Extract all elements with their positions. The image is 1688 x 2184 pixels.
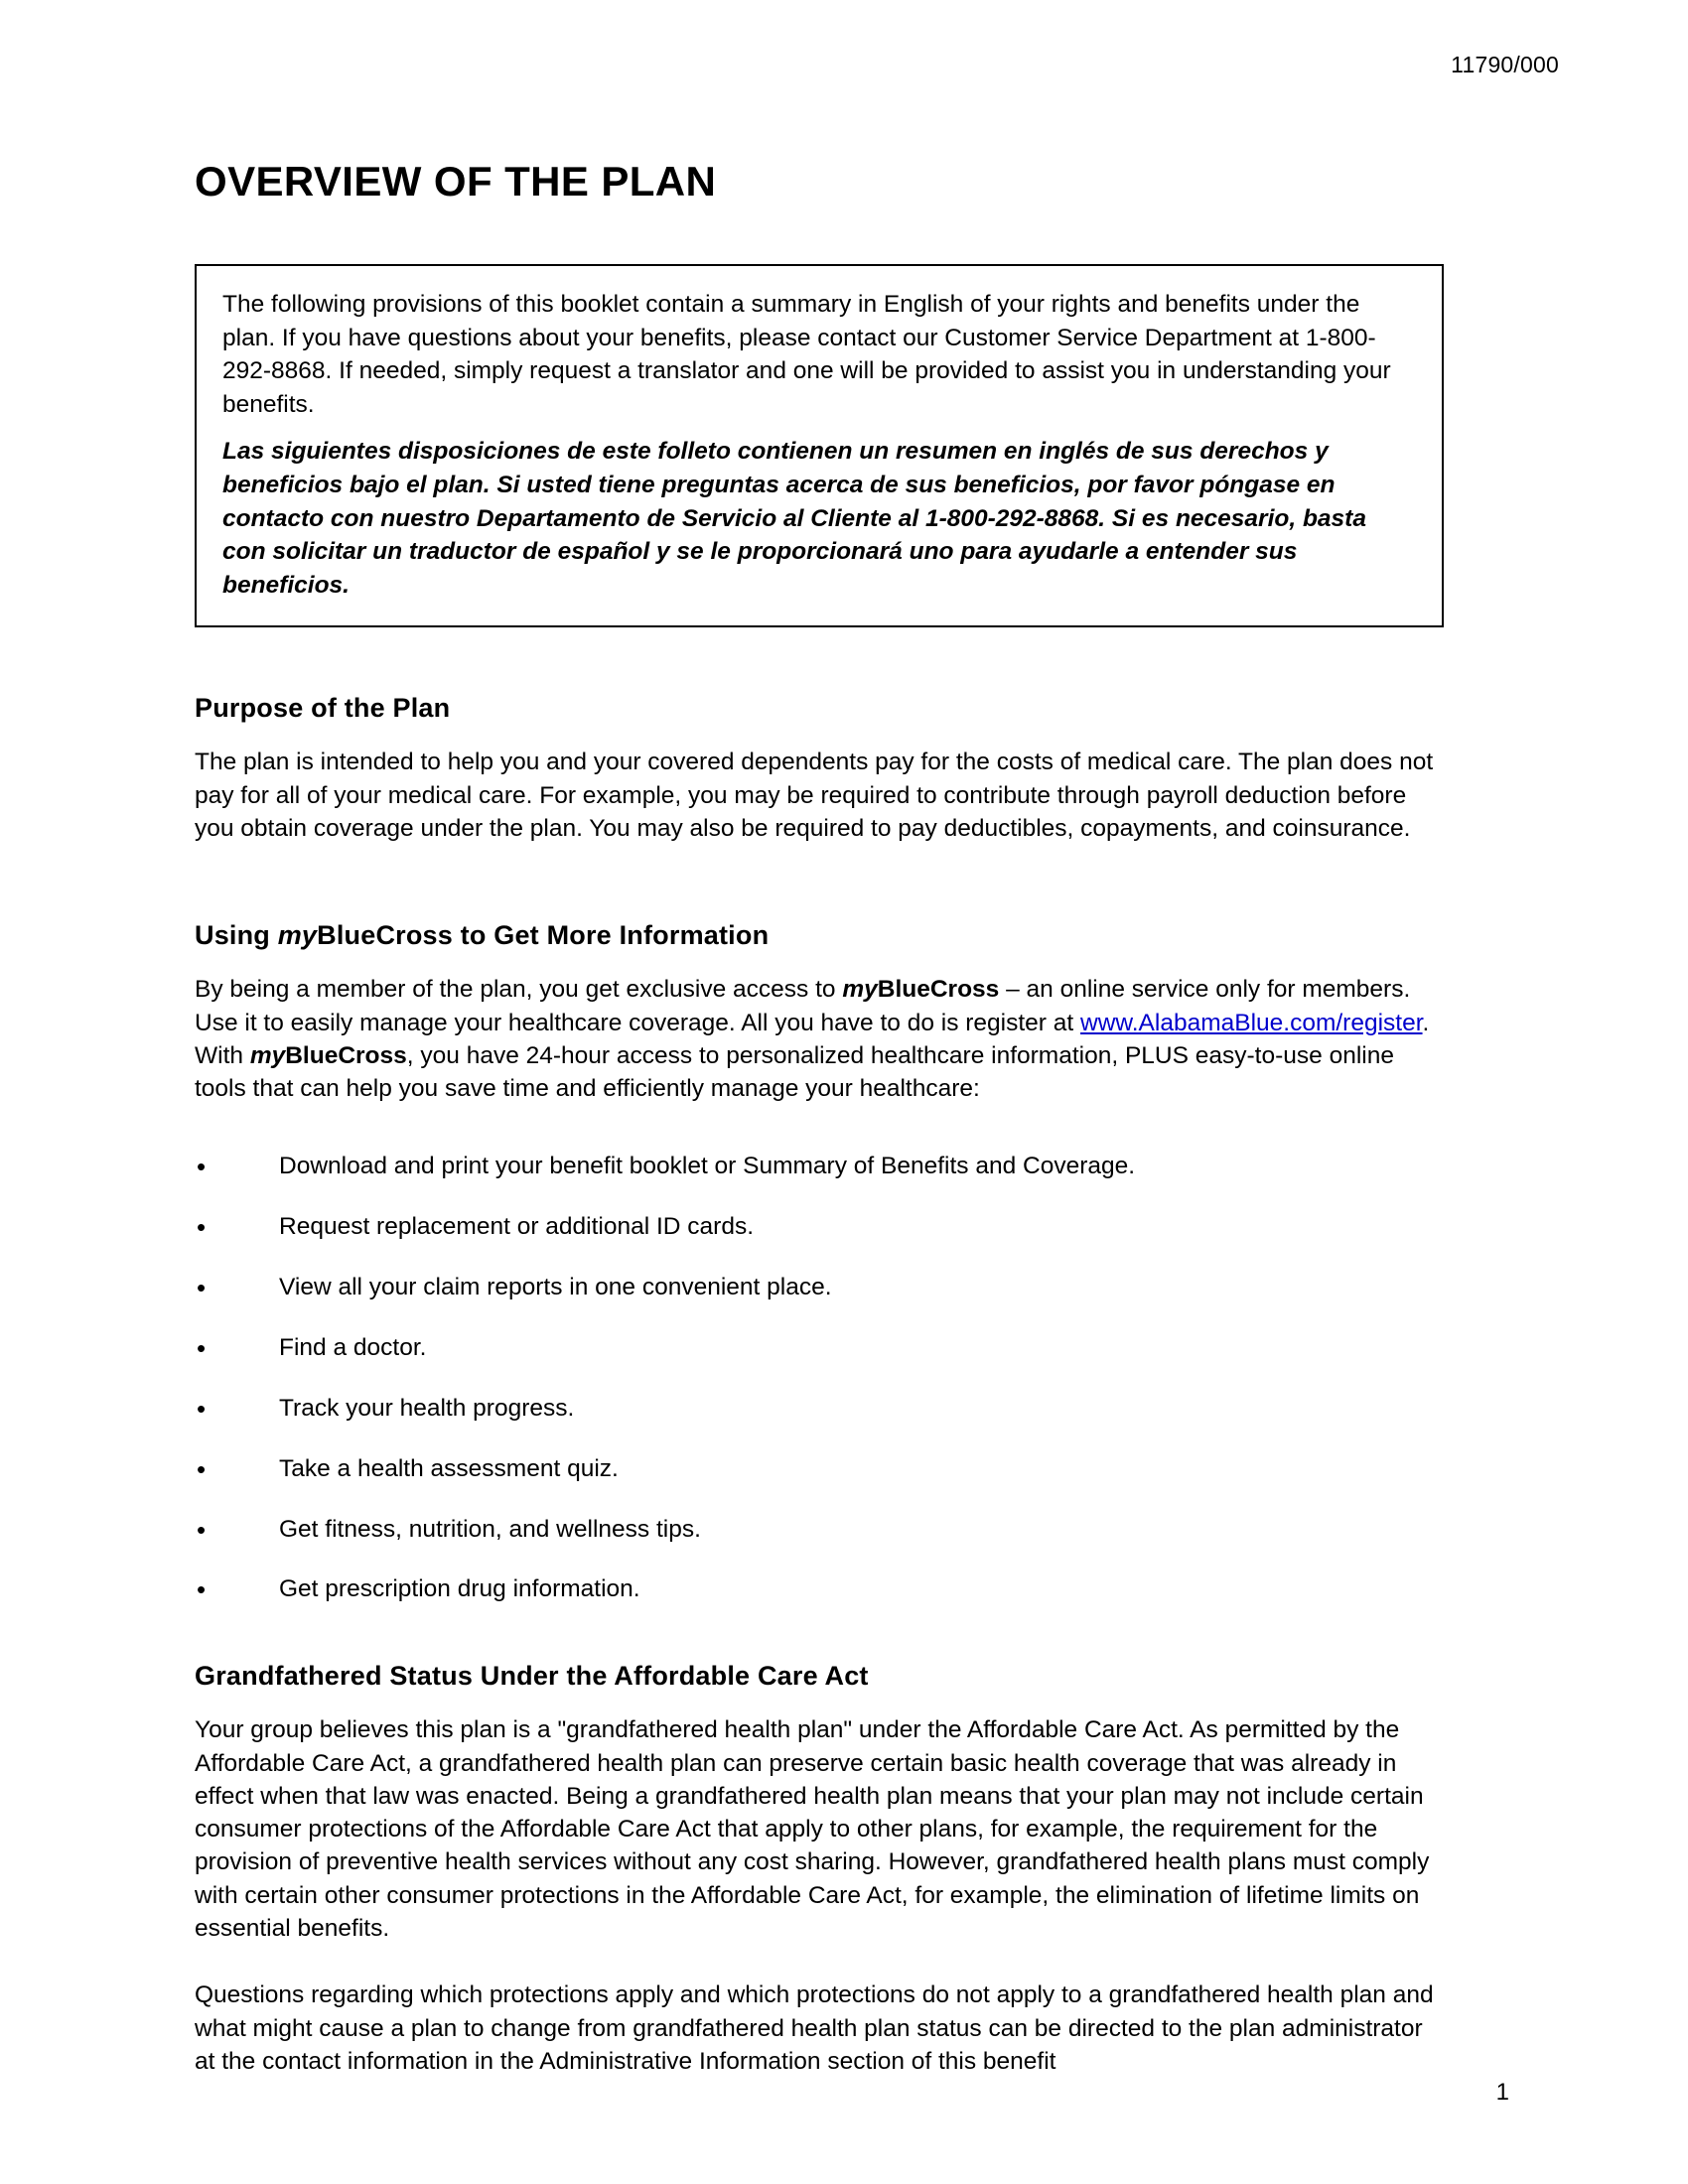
bullet-icon: • [197,1514,207,1545]
list-item-label: Get fitness, nutrition, and wellness tips. [279,1515,701,1543]
section-heading-grandfathered: Grandfathered Status Under the Affordable Care Act [195,1661,869,1692]
bullet-icon: • [197,1453,207,1484]
list-item [195,1211,1448,1243]
list-item-label: Take a health assessment quiz. [279,1454,619,1482]
bullet-icon: • [197,1273,207,1303]
intro-part-1: By being a member of the plan, you get exclusive access to [195,976,843,1004]
section-heading-purpose: Purpose of the Plan [195,693,451,724]
list-item-label: Request replacement or additional ID cards. [279,1213,755,1241]
list-item-label: Find a doctor. [279,1333,427,1361]
bullet-icon: • [197,1152,207,1182]
list-item [195,1151,1448,1182]
heading-suffix: BlueCross to Get More Information [317,920,770,951]
list-item-label: Track your health progress. [279,1394,575,1422]
bullet-icon: • [197,1212,207,1243]
notice-spanish-text: Las siguientes disposiciones de este folleto contienen un resumen en inglés de sus derechos y beneficios bajo el plan. Si usted tiene preguntas acerca de sus beneficios, por favor póngase en contacto con nuestro Departamento de Servicio al Cliente al 1-800-292-8868. Si es necesario, basta con solicitar un traductor de español y se le proporcionará uno para ayudarle a entender sus beneficios. [222,438,1366,599]
list-item [195,1332,1448,1364]
grandfathered-paragraph-1: Your group believes this plan is a "grandfathered health plan" under the Affordable Care Act. As permitted by the Affordable Care Act, a grandfathered health plan can preserve certain basic health coverage that was already in effect when that law was enacted. Being a grandfathered health plan means that your plan may not include certain consumer protections of the Affordable Care Act that apply to other plans, for example, the requirement for the provision of preventive health services without any cost sharing. However, grandfathered health plans must comply with certain other consumer protections in the Affordable Care Act, for example, the elimination of lifetime limits on essential benefits. [195,1716,1430,1943]
list-item-label: Get prescription drug information. [279,1575,640,1603]
list-item-label: View all your claim reports in one convenient place. [279,1274,832,1301]
grandfathered-paragraph-2: Questions regarding which protections apply and which protections do not apply to a grandfathered health plan and what might cause a plan to change from grandfathered health plan status can be directed to the plan administrator at the contact information in the Administrative Information section of this benefit [195,1981,1434,2075]
bullet-icon: • [197,1332,207,1363]
list-item [195,1453,1448,1485]
document-header-code: 11790/000 [1451,52,1559,77]
bullet-icon: • [197,1574,207,1605]
brand-bluecross-1: BlueCross [877,976,1000,1004]
list-item [195,1272,1448,1303]
list-item [195,1393,1448,1425]
heading-brand-italic: my [277,920,318,951]
mybluecross-intro-paragraph [195,973,1448,1105]
brand-my-2: my [249,1041,286,1069]
section-heading-mybluecross [195,920,1448,951]
register-link[interactable]: www.AlabamaBlue.com/register [1080,1009,1423,1036]
intro-part-2: – an online service only for members. Use it to easily manage your healthcare coverage. All you have to do is register at [195,976,1411,1036]
bullet-icon: • [197,1393,207,1424]
language-notice-box [195,264,1444,627]
page-number: 1 [1495,2079,1509,2106]
brand-bluecross-2: BlueCross [285,1041,407,1069]
intro-part-4: , you have 24-hour access to personalized healthcare information, PLUS easy-to-use online tools that can help you save time and efficiently manage your healthcare: [195,1041,1394,1103]
list-item [195,1514,1448,1546]
document-content [195,159,1448,2078]
list-item-label: Download and print your benefit booklet or Summary of Benefits and Coverage. [279,1153,1136,1180]
heading-prefix: Using [195,920,278,951]
mybluecross-feature-list [195,1151,1448,1605]
purpose-paragraph: The plan is intended to help you and your covered dependents pay for the costs of medical care. The plan does not pay for all of your medical care. For example, you may be required to contribute through payroll deduction before you obtain coverage under the plan. You may also be required to pay deductibles, copayments, and coinsurance. [195,749,1434,842]
list-item [195,1573,1448,1605]
brand-my-1: my [842,976,878,1004]
intro-part-3: . With [195,1009,1430,1069]
notice-english-text: The following provisions of this booklet contain a summary in English of your rights and benefits under the plan. If you have questions about your benefits, please contact our Customer Service Department at 1-800-292-8868. If needed, simply request a translator and one will be provided to assist you in understanding your benefits. [222,291,1391,418]
page-title: OVERVIEW OF THE PLAN [195,158,717,205]
